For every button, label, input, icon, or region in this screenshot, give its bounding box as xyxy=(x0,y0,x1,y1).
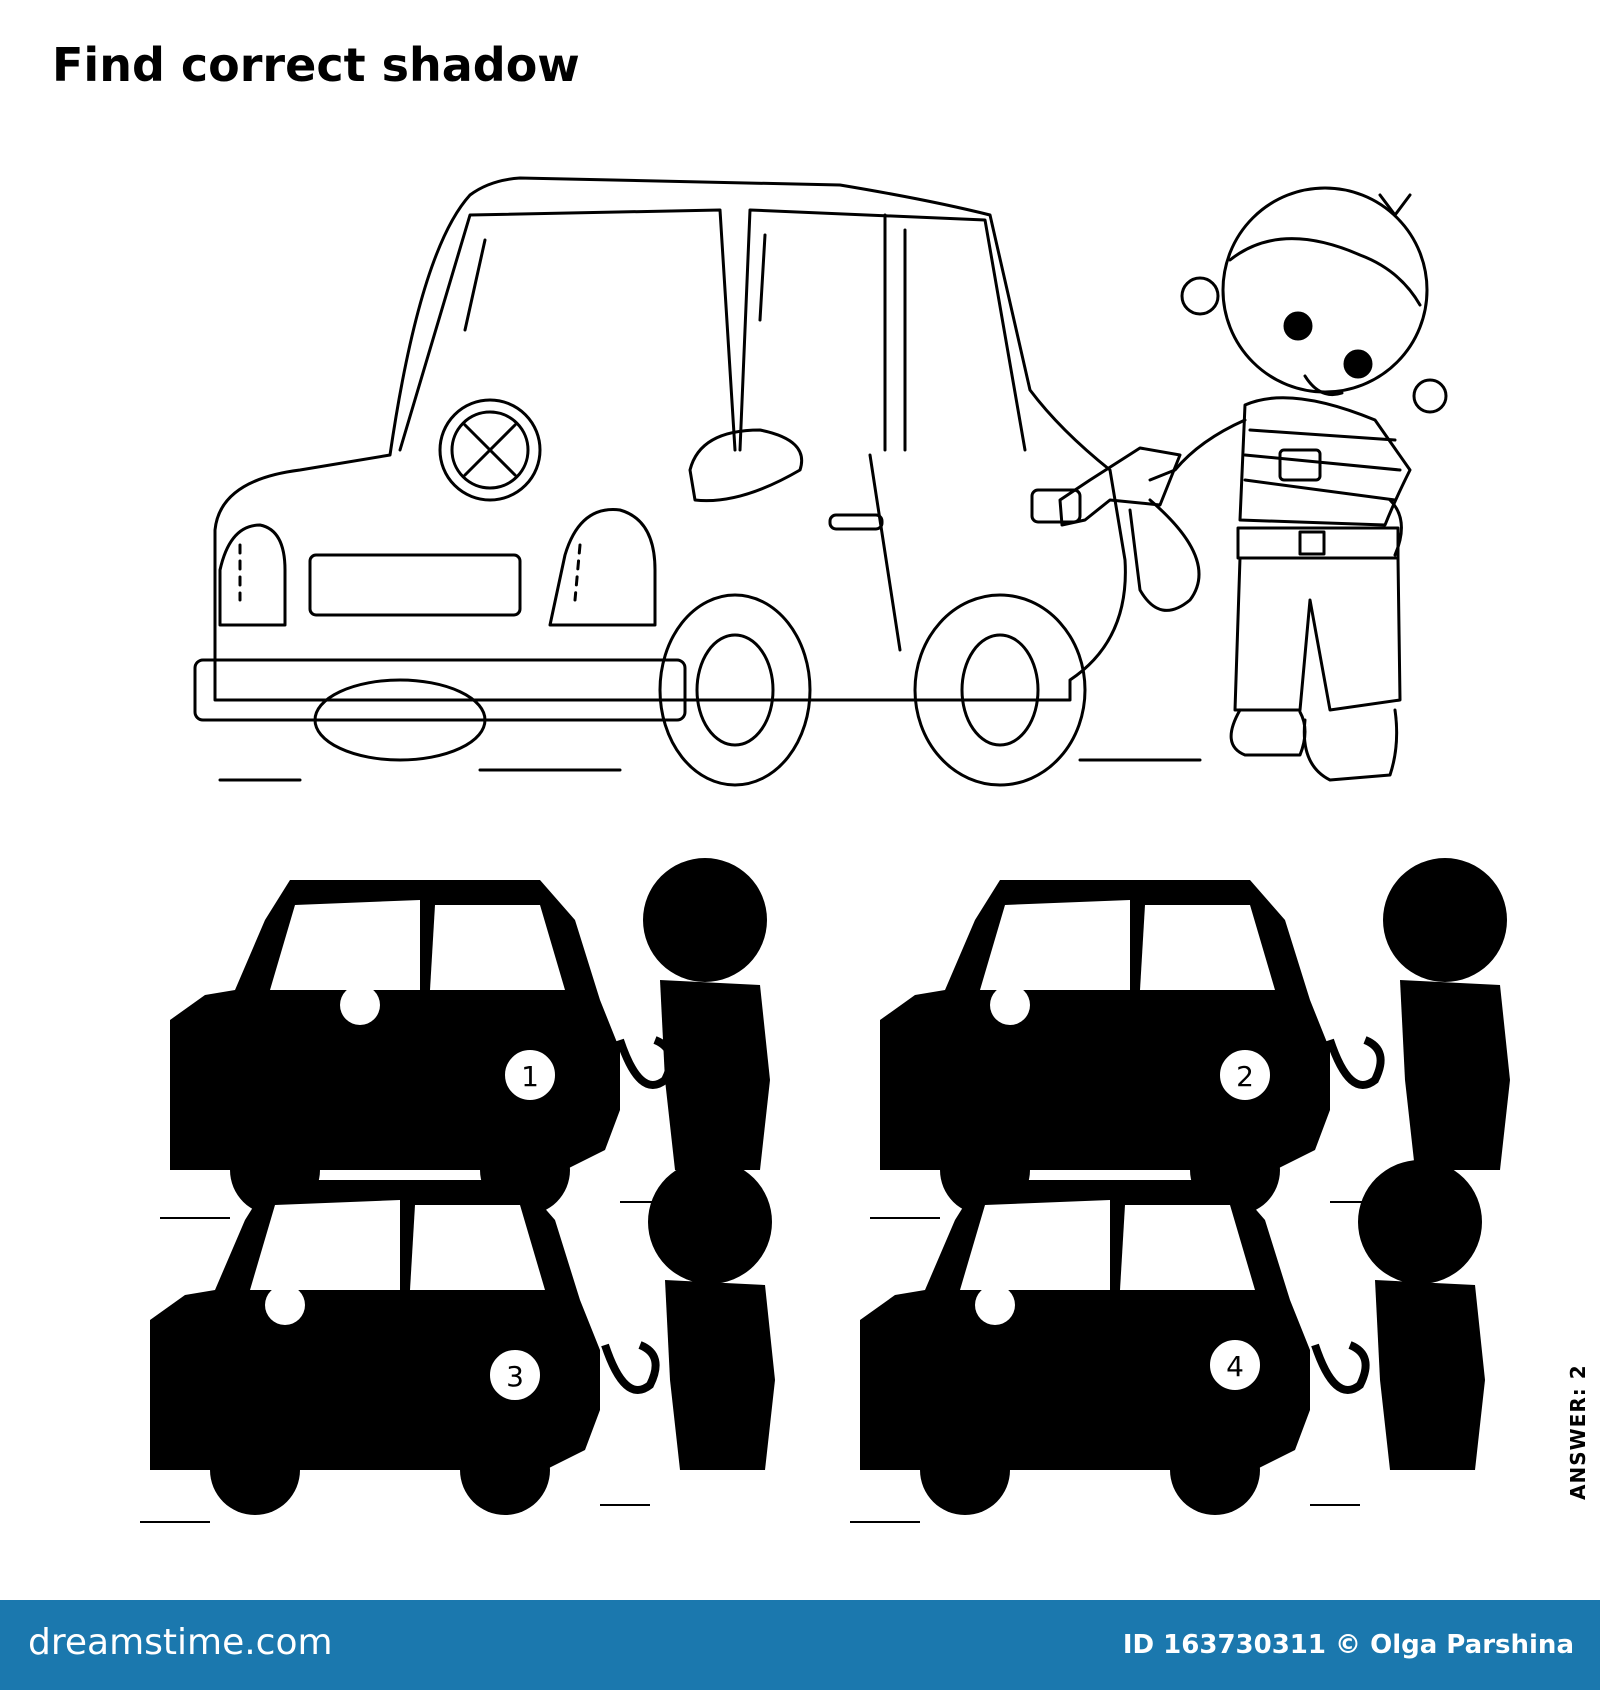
option-number-4: 4 xyxy=(1226,1350,1244,1383)
shadow-option-1[interactable] xyxy=(170,858,770,1215)
option-number-1: 1 xyxy=(521,1060,539,1093)
option-number-2: 2 xyxy=(1236,1060,1254,1093)
shadow-option-4[interactable] xyxy=(860,1160,1485,1515)
footer-bar xyxy=(0,1600,1600,1690)
footer-credit: ID 163730311 © Olga Parshina xyxy=(1122,1630,1574,1660)
answer-label: ANSWER: 2 xyxy=(1566,1364,1590,1500)
option-number-3: 3 xyxy=(506,1360,524,1393)
shadow-option-3[interactable] xyxy=(150,1160,775,1515)
page-title: Find correct shadow xyxy=(52,38,580,92)
footer-wordmark: dreamstime.com xyxy=(28,1622,333,1663)
